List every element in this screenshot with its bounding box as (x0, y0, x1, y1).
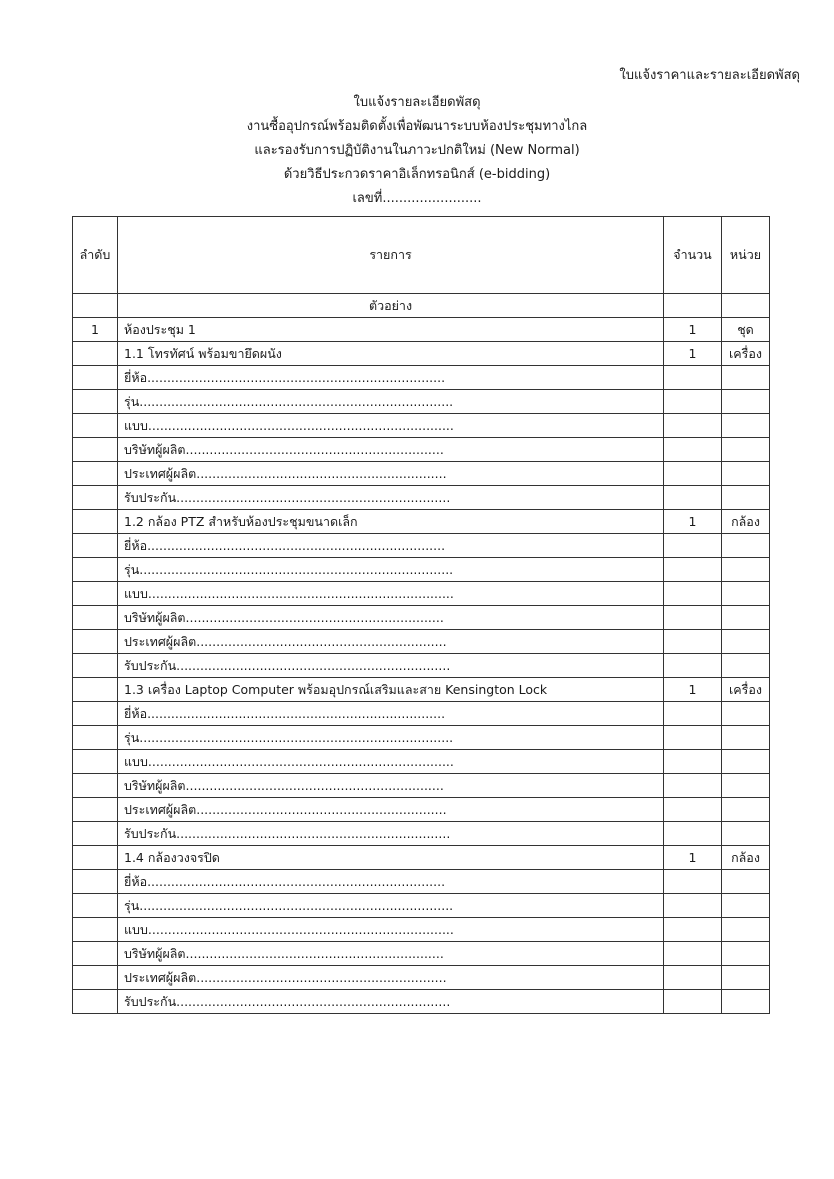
subitem-name: 1.3 เครื่อง Laptop Computer พร้อมอุปกรณ์เสริมและสาย Kensington Lock (118, 678, 664, 702)
spec-field: บริษัทผู้ผลิต................................................................. (118, 942, 664, 966)
cell-empty (664, 798, 722, 822)
cell-empty (664, 486, 722, 510)
field-row (73, 702, 770, 726)
spec-field: บริษัทผู้ผลิต................................................................. (118, 438, 664, 462)
spec-field: รับประกัน..................................................................... (118, 486, 664, 510)
header-no: ลำดับ (73, 217, 118, 294)
cell-empty (73, 822, 118, 846)
spec-field: ประเทศผู้ผลิต............................................................... (118, 630, 664, 654)
cell-empty (664, 654, 722, 678)
cell-empty (722, 918, 770, 942)
cell-empty (664, 726, 722, 750)
cell-empty (722, 702, 770, 726)
spec-field: ประเทศผู้ผลิต............................................................... (118, 966, 664, 990)
table-body (73, 294, 770, 1014)
cell-empty (722, 990, 770, 1014)
document-title: ใบแจ้งรายละเอียดพัสดุ (353, 95, 481, 110)
project-title: งานซื้ออุปกรณ์พร้อมติดตั้งเพื่อพัฒนาระบบห้องประชุมทางไกล (246, 119, 588, 134)
field-row (73, 486, 770, 510)
cell-empty (73, 894, 118, 918)
field-row (73, 894, 770, 918)
field-row (73, 438, 770, 462)
cell-empty (722, 462, 770, 486)
cell-empty (722, 534, 770, 558)
cell-empty (722, 486, 770, 510)
cell-empty (73, 558, 118, 582)
subitem-row (73, 846, 770, 870)
cell-empty (722, 654, 770, 678)
cell-empty (664, 462, 722, 486)
cell-empty (73, 774, 118, 798)
cell-empty (73, 750, 118, 774)
cell-empty (73, 414, 118, 438)
cell-empty (722, 750, 770, 774)
header-quantity: จำนวน (664, 217, 722, 294)
cell-empty (664, 534, 722, 558)
field-row (73, 390, 770, 414)
spec-field: บริษัทผู้ผลิต................................................................. (118, 774, 664, 798)
cell-empty (73, 966, 118, 990)
cell-empty (664, 942, 722, 966)
field-row (73, 366, 770, 390)
field-row (73, 558, 770, 582)
cell-empty (664, 990, 722, 1014)
cell-empty (73, 870, 118, 894)
cell-empty (664, 630, 722, 654)
spec-field: รุ่น............................................................................... (118, 726, 664, 750)
cell-empty (722, 822, 770, 846)
cell-empty (73, 678, 118, 702)
spec-field: รับประกัน..................................................................... (118, 822, 664, 846)
cell-empty (73, 462, 118, 486)
field-row (73, 990, 770, 1014)
cell-empty (664, 894, 722, 918)
cell-empty (664, 750, 722, 774)
spec-field: ยี่ห้อ........................................................................... (118, 534, 664, 558)
cell-empty (73, 390, 118, 414)
subitem-unit: กล้อง (722, 510, 770, 534)
cell-empty (722, 606, 770, 630)
cell-empty (664, 966, 722, 990)
cell-empty (722, 630, 770, 654)
field-row (73, 966, 770, 990)
cell-empty (664, 366, 722, 390)
spec-field: ประเทศผู้ผลิต............................................................... (118, 798, 664, 822)
field-row (73, 798, 770, 822)
cell-empty (73, 534, 118, 558)
spec-field: รับประกัน..................................................................... (118, 654, 664, 678)
field-row (73, 942, 770, 966)
spec-field: ยี่ห้อ........................................................................... (118, 702, 664, 726)
spec-field: แบบ............................................................................. (118, 918, 664, 942)
spec-field: บริษัทผู้ผลิต................................................................. (118, 606, 664, 630)
subitem-unit: กล้อง (722, 846, 770, 870)
cell-empty (73, 486, 118, 510)
cell-empty (722, 942, 770, 966)
field-row (73, 750, 770, 774)
cell-empty (73, 942, 118, 966)
cell-empty (73, 582, 118, 606)
header-unit: หน่วย (722, 217, 770, 294)
cell-empty (722, 390, 770, 414)
cell-empty (73, 510, 118, 534)
cell-empty (722, 438, 770, 462)
cell-empty (664, 918, 722, 942)
cell-empty (722, 294, 770, 318)
document-number: เลขที่........................ (352, 191, 482, 206)
subitem-quantity: 1 (664, 342, 722, 366)
cell-empty (664, 774, 722, 798)
field-row (73, 870, 770, 894)
spec-field: ประเทศผู้ผลิต............................................................... (118, 462, 664, 486)
subitem-row (73, 510, 770, 534)
spec-field: แบบ............................................................................. (118, 582, 664, 606)
field-row (73, 462, 770, 486)
cell-empty (73, 630, 118, 654)
cell-empty (73, 654, 118, 678)
cell-empty (722, 414, 770, 438)
cell-empty (73, 294, 118, 318)
group-unit: ชุด (722, 318, 770, 342)
cell-empty (722, 966, 770, 990)
cell-empty (722, 870, 770, 894)
cell-empty (664, 822, 722, 846)
field-row (73, 726, 770, 750)
cell-empty (73, 918, 118, 942)
cell-empty (664, 558, 722, 582)
field-row (73, 534, 770, 558)
spec-field: แบบ............................................................................. (118, 414, 664, 438)
cell-empty (73, 438, 118, 462)
cell-empty (73, 726, 118, 750)
spec-field: รุ่น............................................................................... (118, 558, 664, 582)
subitem-quantity: 1 (664, 678, 722, 702)
cell-empty (664, 870, 722, 894)
cell-empty (73, 846, 118, 870)
subitem-name: 1.2 กล้อง PTZ สำหรับห้องประชุมขนาดเล็ก (118, 510, 664, 534)
cell-empty (664, 390, 722, 414)
cell-empty (722, 558, 770, 582)
document-type-label: ใบแจ้งราคาและรายละเอียดพัสดุ (619, 68, 800, 83)
header-description: รายการ (118, 217, 664, 294)
cell-empty (664, 438, 722, 462)
cell-empty (664, 414, 722, 438)
subitem-name: 1.4 กล้องวงจรปิด (118, 846, 664, 870)
field-row (73, 630, 770, 654)
spec-field: แบบ............................................................................. (118, 750, 664, 774)
title-block (0, 91, 834, 211)
items-table (72, 216, 770, 1014)
group-name: ห้องประชุม 1 (118, 318, 664, 342)
field-row (73, 654, 770, 678)
field-row (73, 918, 770, 942)
group-number: 1 (73, 318, 118, 342)
cell-empty (722, 774, 770, 798)
spec-field: รุ่น............................................................................... (118, 390, 664, 414)
cell-empty (73, 342, 118, 366)
subitem-name: 1.1 โทรทัศน์ พร้อมขายึดผนัง (118, 342, 664, 366)
subitem-row (73, 342, 770, 366)
subitem-quantity: 1 (664, 846, 722, 870)
cell-empty (73, 990, 118, 1014)
cell-empty (664, 294, 722, 318)
cell-empty (722, 894, 770, 918)
cell-empty (722, 582, 770, 606)
field-row (73, 774, 770, 798)
spec-field: ยี่ห้อ........................................................................... (118, 366, 664, 390)
field-row (73, 582, 770, 606)
cell-empty (73, 798, 118, 822)
spec-field: ยี่ห้อ........................................................................... (118, 870, 664, 894)
cell-empty (73, 366, 118, 390)
group-quantity: 1 (664, 318, 722, 342)
table-header-row (73, 217, 770, 294)
cell-empty (664, 582, 722, 606)
subitem-unit: เครื่อง (722, 678, 770, 702)
cell-empty (73, 702, 118, 726)
field-row (73, 822, 770, 846)
example-label: ตัวอย่าง (118, 294, 664, 318)
subitem-quantity: 1 (664, 510, 722, 534)
spec-field: รุ่น............................................................................... (118, 894, 664, 918)
project-subtitle: และรองรับการปฏิบัติงานในภาวะปกติใหม่ (New Normal) (254, 143, 580, 158)
group-row (73, 318, 770, 342)
cell-empty (722, 366, 770, 390)
example-row (73, 294, 770, 318)
procurement-method: ด้วยวิธีประกวดราคาอิเล็กทรอนิกส์ (e-bidding) (283, 167, 551, 182)
cell-empty (664, 606, 722, 630)
field-row (73, 414, 770, 438)
cell-empty (664, 702, 722, 726)
cell-empty (722, 798, 770, 822)
spec-field: รับประกัน..................................................................... (118, 990, 664, 1014)
subitem-row (73, 678, 770, 702)
subitem-unit: เครื่อง (722, 342, 770, 366)
cell-empty (73, 606, 118, 630)
cell-empty (722, 726, 770, 750)
field-row (73, 606, 770, 630)
